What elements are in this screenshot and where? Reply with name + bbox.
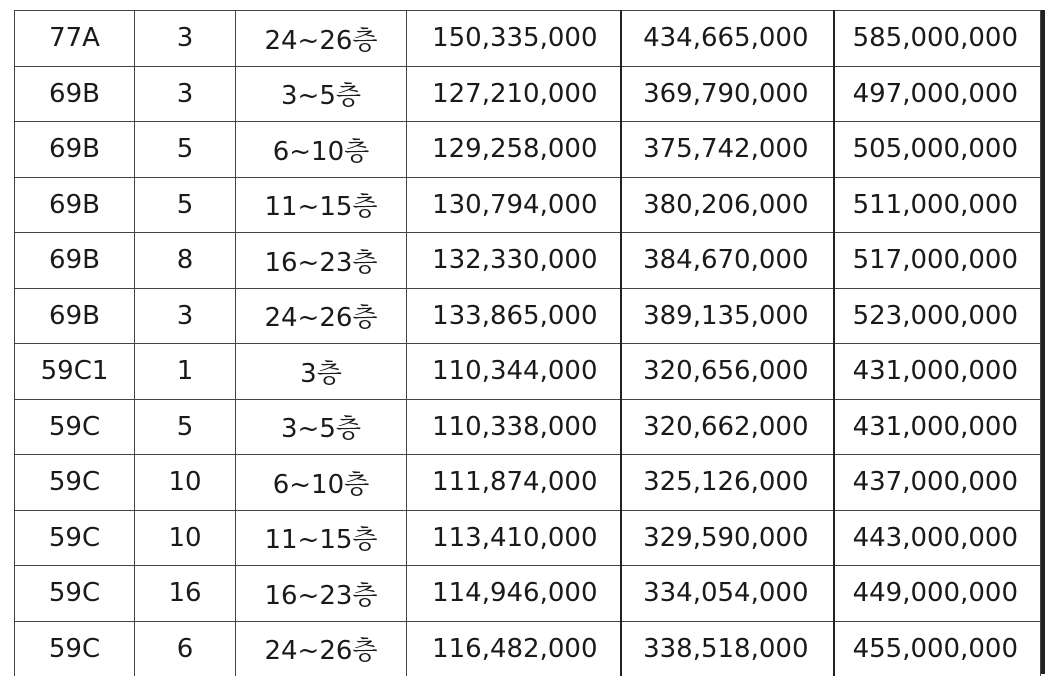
cell-total-price: 497,000,000 — [834, 66, 1041, 122]
cell-floors: 6~10층 — [236, 122, 407, 178]
page-edge-double-line — [1041, 10, 1045, 674]
cell-floors: 3층 — [236, 344, 407, 400]
cell-type: 77A — [15, 11, 135, 67]
cell-total-price: 449,000,000 — [834, 566, 1041, 622]
table-row — [15, 510, 1041, 566]
cell-floors: 3~5층 — [236, 66, 407, 122]
cell-units: 8 — [135, 233, 236, 289]
cell-units: 5 — [135, 177, 236, 233]
cell-units: 16 — [135, 566, 236, 622]
cell-building-price: 375,742,000 — [621, 122, 834, 178]
cell-floors: 24~26층 — [236, 11, 407, 67]
table-row — [15, 344, 1041, 400]
cell-units: 1 — [135, 344, 236, 400]
cell-total-price: 431,000,000 — [834, 399, 1041, 455]
cell-land-price: 114,946,000 — [407, 566, 621, 622]
cell-building-price: 389,135,000 — [621, 288, 834, 344]
cell-type: 59C — [15, 621, 135, 676]
cell-building-price: 334,054,000 — [621, 566, 834, 622]
cell-land-price: 116,482,000 — [407, 621, 621, 676]
cell-units: 5 — [135, 122, 236, 178]
cell-total-price: 431,000,000 — [834, 344, 1041, 400]
cell-type: 59C — [15, 566, 135, 622]
cell-units: 10 — [135, 510, 236, 566]
cell-type: 69B — [15, 233, 135, 289]
cell-units: 6 — [135, 621, 236, 676]
cell-land-price: 110,338,000 — [407, 399, 621, 455]
cell-total-price: 523,000,000 — [834, 288, 1041, 344]
cell-units: 3 — [135, 288, 236, 344]
table-row — [15, 621, 1041, 676]
cell-floors: 16~23층 — [236, 566, 407, 622]
table-row — [15, 288, 1041, 344]
cell-floors: 11~15층 — [236, 177, 407, 233]
cell-land-price: 110,344,000 — [407, 344, 621, 400]
cell-floors: 11~15층 — [236, 510, 407, 566]
cell-total-price: 437,000,000 — [834, 455, 1041, 511]
cell-land-price: 132,330,000 — [407, 233, 621, 289]
cell-building-price: 434,665,000 — [621, 11, 834, 67]
cell-land-price: 113,410,000 — [407, 510, 621, 566]
cell-total-price: 505,000,000 — [834, 122, 1041, 178]
table-row — [15, 399, 1041, 455]
table-row — [15, 566, 1041, 622]
cell-total-price: 443,000,000 — [834, 510, 1041, 566]
cell-type: 69B — [15, 177, 135, 233]
cell-land-price: 130,794,000 — [407, 177, 621, 233]
cell-building-price: 325,126,000 — [621, 455, 834, 511]
table-row — [15, 455, 1041, 511]
cell-type: 69B — [15, 66, 135, 122]
cell-units: 3 — [135, 11, 236, 67]
cell-type: 59C — [15, 455, 135, 511]
cell-building-price: 380,206,000 — [621, 177, 834, 233]
cell-units: 10 — [135, 455, 236, 511]
cell-type: 59C1 — [15, 344, 135, 400]
cell-floors: 16~23층 — [236, 233, 407, 289]
cell-type: 69B — [15, 122, 135, 178]
cell-floors: 3~5층 — [236, 399, 407, 455]
cell-floors: 24~26층 — [236, 288, 407, 344]
cell-floors: 6~10층 — [236, 455, 407, 511]
cell-floors: 24~26층 — [236, 621, 407, 676]
table-row — [15, 177, 1041, 233]
cell-land-price: 133,865,000 — [407, 288, 621, 344]
cell-total-price: 517,000,000 — [834, 233, 1041, 289]
cell-units: 5 — [135, 399, 236, 455]
table-body — [15, 11, 1041, 676]
cell-total-price: 455,000,000 — [834, 621, 1041, 676]
cell-building-price: 369,790,000 — [621, 66, 834, 122]
cell-type: 59C — [15, 510, 135, 566]
cell-building-price: 329,590,000 — [621, 510, 834, 566]
cell-building-price: 320,656,000 — [621, 344, 834, 400]
table-row — [15, 11, 1041, 67]
cell-land-price: 111,874,000 — [407, 455, 621, 511]
cell-land-price: 129,258,000 — [407, 122, 621, 178]
cell-units: 3 — [135, 66, 236, 122]
table-row — [15, 122, 1041, 178]
cell-total-price: 511,000,000 — [834, 177, 1041, 233]
cell-land-price: 127,210,000 — [407, 66, 621, 122]
table-row — [15, 233, 1041, 289]
cell-building-price: 338,518,000 — [621, 621, 834, 676]
cell-type: 69B — [15, 288, 135, 344]
cell-building-price: 320,662,000 — [621, 399, 834, 455]
price-table — [14, 10, 1041, 676]
cell-total-price: 585,000,000 — [834, 11, 1041, 67]
cell-land-price: 150,335,000 — [407, 11, 621, 67]
cell-type: 59C — [15, 399, 135, 455]
table-row — [15, 66, 1041, 122]
cell-building-price: 384,670,000 — [621, 233, 834, 289]
